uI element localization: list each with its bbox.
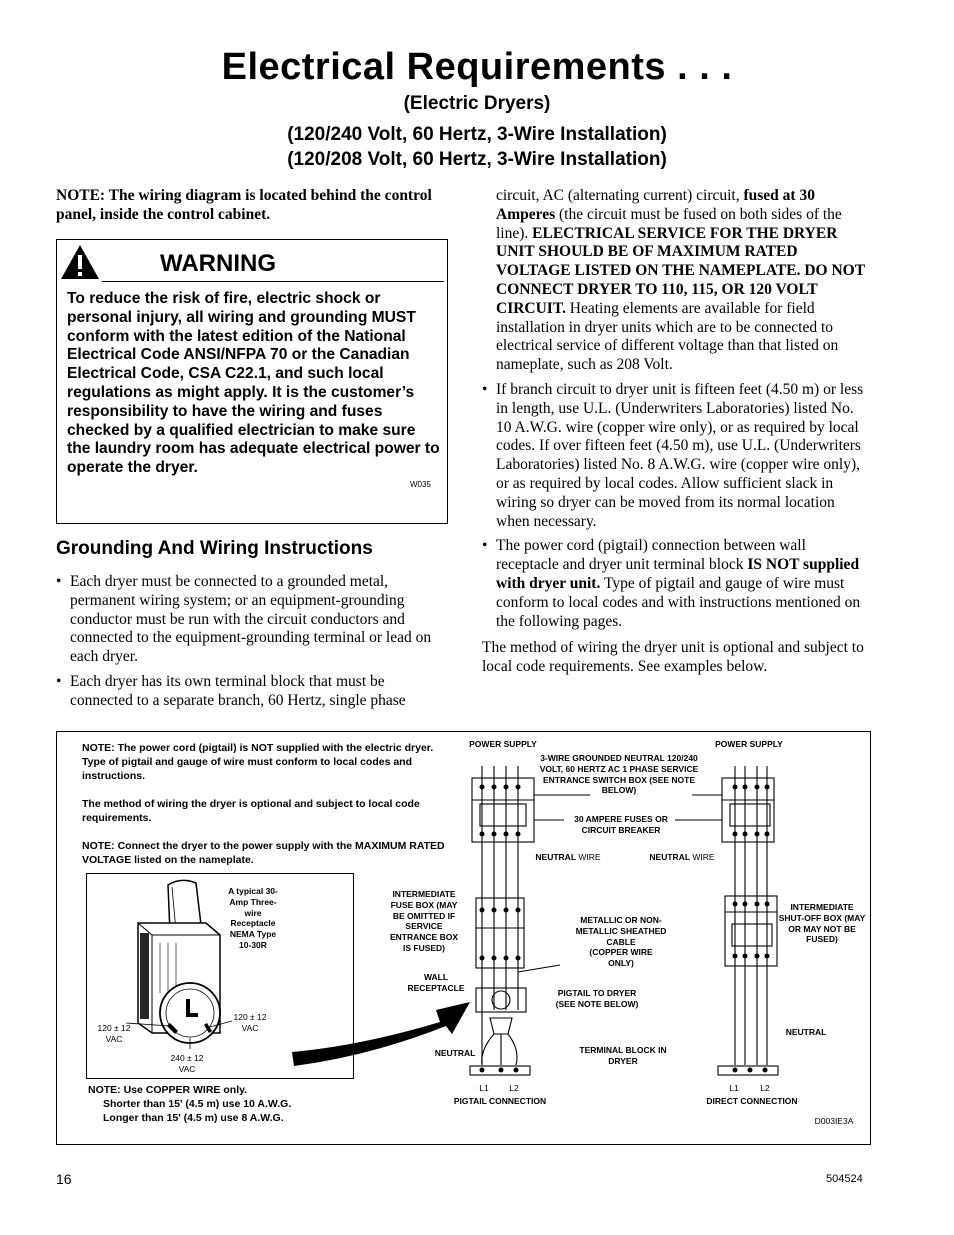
- text-run: The power cord (pigtail) connection between wall receptacle and dryer unit terminal block: [496, 537, 806, 574]
- text-run: ONLY): [608, 958, 634, 969]
- voltage-line-1: (120/240 Volt, 60 Hertz, 3-Wire Installation): [287, 124, 667, 145]
- fuses-label: 30 AMPERE FUSES OR CIRCUIT BREAKER: [574, 814, 668, 835]
- text-run: METALLIC OR NON-METALLIC SHEATHED CABLE: [575, 915, 667, 947]
- warning-icon: [58, 242, 102, 282]
- voltage-left-label: 120 ± 12 VAC: [97, 1023, 131, 1044]
- pigtail-connection-label: PIGTAIL CONNECTION: [453, 1096, 547, 1106]
- longer-wire-note: Longer than 15' (4.5 m) use 8 A.W.G.: [103, 1112, 284, 1124]
- list-item: [56, 673, 446, 711]
- voltage-bottom-label: 240 ± 12 VAC: [170, 1053, 204, 1074]
- diagram-note-voltage: NOTE: Connect the dryer to the power supply with the MAXIMUM RATED VOLTAGE listed on the nameplate.: [82, 840, 445, 866]
- diagram-code: D003IE3A: [814, 1116, 854, 1126]
- warning-text: To reduce the risk of fire, electric shock or personal injury, all wiring and grounding MUST conform with the latest edition of the National Electrical Code ANSI/NFPA 70 or the Canadian Electrical Code, CSA C22.1, and such local regulations as might apply. It is the customer’s responsibility to have the wiring and fuses checked by a qualified electrician to make sure the laundry room has adequate electrical power to operate the dryer.: [67, 290, 440, 477]
- power-supply-right-label: POWER SUPPLY: [715, 739, 783, 749]
- diagram-note-method: The method of wiring the dryer is optional and subject to local code requirements.: [82, 798, 420, 824]
- pigtail-to-dryer-label: PIGTAIL TO DRYER (SEE NOTE BELOW): [555, 988, 639, 1009]
- text-run-bold: COPPER WIRE: [145, 1084, 221, 1096]
- list-item: [482, 537, 870, 631]
- warning-divider: [102, 281, 444, 282]
- text-run-bold: ELECTRICAL SERVICE FOR THE DRYER UNIT SHOULD BE OF MAXIMUM RATED VOLTAGE LISTED ON THE NAMEPLATE. DO NOT CONNECT DRYER TO 110, 115, OR 120 VOLT CIRCUIT.: [496, 224, 865, 317]
- document-number: 504524: [826, 1173, 863, 1185]
- text-run-bold: fused at 30 Amperes: [496, 187, 815, 223]
- receptacle-label: A typical 30-Amp Three-wire Receptacle NEMA Type 10-30R: [228, 886, 278, 950]
- text-run-bold: IS NOT supplied with dryer unit.: [496, 556, 860, 592]
- text-run: (the circuit must be fused on both sides of the line).: [496, 205, 842, 242]
- power-supply-left-label: POWER SUPPLY: [469, 739, 537, 749]
- text-run: NEUTRAL: [649, 852, 691, 862]
- wall-receptacle-label: WALL RECEPTACLE: [407, 972, 465, 993]
- direct-connection-label: DIRECT CONNECTION: [706, 1096, 798, 1106]
- sheathed-cable-label: [574, 915, 668, 969]
- list-item-text: Each dryer must be connected to a grounded metal, permanent wiring system; or an equipment-grounding conductor must be run with the circuit conductors and connected to the equipment-grounding terminal or lead on each dryer.: [70, 573, 432, 666]
- copper-wire-note: [88, 1084, 428, 1098]
- list-item-text: If branch circuit to dryer unit is fifteen feet (4.50 m) or less in length, use U.L. (Underwriters Laboratories) listed No. 10 A.W.G. wire (copper wire only), or as required by local codes. If over fifteen feet (4.50 m), use U.L. (Underwriters Laboratories) listed No. 8 A.W.G. wire (copper wire only), or as required by local codes. Allow sufficient slack in wiring so dryer can be moved from its normal location when necessary.: [496, 380, 864, 530]
- text-run: NOTE: Use: [88, 1084, 146, 1096]
- voltage-right-label: 120 ± 12 VAC: [233, 1012, 267, 1033]
- closing-paragraph: The method of wiring the dryer unit is optional and subject to local code requirements. See examples below.: [482, 639, 864, 676]
- list-item-text: Each dryer has its own terminal block that must be connected to a separate branch, 60 Hertz, single phase: [70, 672, 406, 709]
- text-run: Heating elements are available for field installation in dryer units which are to be connected to electrical service of different voltage than that listed on nameplate, such as 208 Volt.: [496, 299, 839, 374]
- wiring-diagram-note: NOTE: The wiring diagram is located behind the control panel, inside the control cabinet.: [56, 187, 432, 223]
- grounding-section-title: Grounding And Wiring Instructions: [56, 538, 373, 559]
- l1-right-label: L1: [729, 1083, 739, 1093]
- text-run: NEUTRAL: [535, 852, 577, 862]
- text-run: only.: [220, 1084, 248, 1096]
- grounding-list: [56, 573, 446, 717]
- terminal-block-label: TERMINAL BLOCK IN DRYER: [579, 1045, 667, 1066]
- neutral-right-label: NEUTRAL: [785, 1027, 827, 1037]
- neutral-left-label: NEUTRAL: [434, 1048, 476, 1058]
- intermediate-fuse-box-label: INTERMEDIATE FUSE BOX (MAY BE OMITTED IF SERVICE ENTRANCE BOX IS FUSED): [389, 889, 458, 953]
- voltage-line-2: (120/208 Volt, 60 Hertz, 3-Wire Installation): [287, 149, 667, 170]
- list-item: [56, 573, 446, 667]
- warning-title: WARNING: [160, 250, 276, 277]
- neutral-wire-right-label: [640, 852, 724, 863]
- warning-code: W035: [410, 480, 431, 489]
- intermediate-shutoff-label: INTERMEDIATE SHUT-OFF BOX (MAY OR MAY NOT BE FUSED): [778, 902, 866, 945]
- text-run: (COPPER WIRE: [589, 947, 653, 958]
- shorter-wire-note: Shorter than 15' (4.5 m) use 10 A.W.G.: [103, 1098, 292, 1110]
- page-title: Electrical Requirements . . .: [221, 46, 733, 88]
- text-run: WIRE: [576, 852, 601, 862]
- page-subtitle: (Electric Dryers): [403, 93, 551, 114]
- l2-left-label: L2: [509, 1083, 519, 1093]
- text-run: WIRE: [690, 852, 715, 862]
- list-item: [482, 381, 870, 531]
- diagram-note-pigtail: NOTE: The power cord (pigtail) is NOT supplied with the electric dryer. Type of pigtail and gauge of wire must conform to local codes and instructions.: [82, 742, 434, 782]
- text-run: Type of pigtail and gauge of wire must conform to local codes and with instructions mentioned on the following pages.: [496, 574, 861, 630]
- neutral-wire-left-label: [526, 852, 610, 863]
- service-entrance-label: 3-WIRE GROUNDED NEUTRAL 120/240 VOLT, 60 HERTZ AC 1 PHASE SERVICE ENTRANCE SWITCH BOX (SEE NOTE BELOW): [539, 753, 699, 796]
- circuit-paragraph: [482, 187, 870, 375]
- page-number: 16: [56, 1171, 72, 1187]
- right-column: [482, 187, 870, 677]
- l2-right-label: L2: [760, 1083, 770, 1093]
- text-run: circuit, AC (alternating current) circuit,: [496, 187, 744, 204]
- l1-left-label: L1: [479, 1083, 489, 1093]
